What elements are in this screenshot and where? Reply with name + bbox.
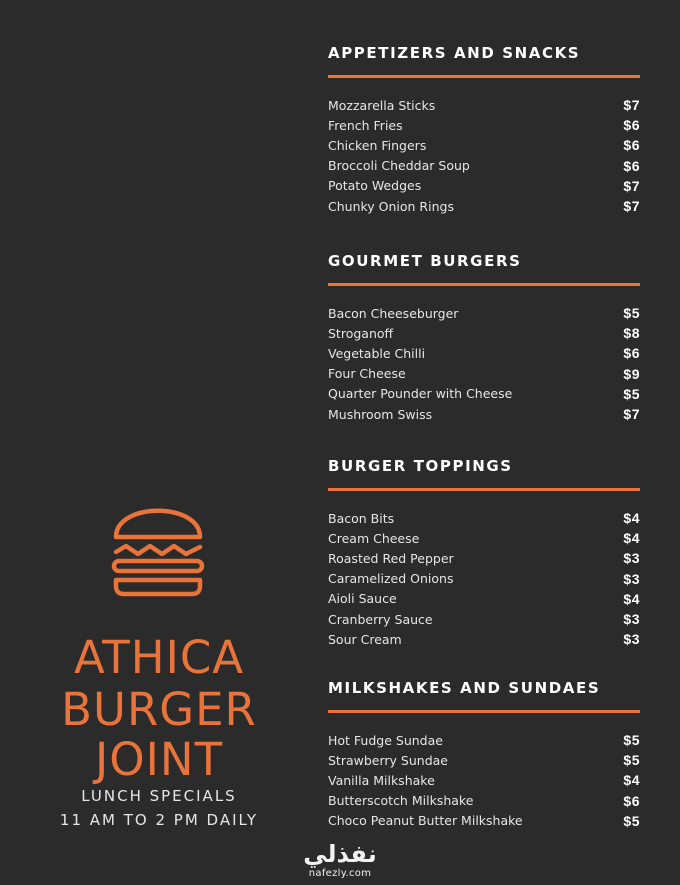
menu-item bbox=[328, 609, 640, 629]
menu-item-name: Butterscotch Milkshake bbox=[328, 793, 474, 809]
menu-item-list bbox=[328, 730, 640, 831]
menu-item-list bbox=[328, 303, 640, 424]
menu-item bbox=[328, 548, 640, 568]
menu-item-name: Potato Wedges bbox=[328, 178, 422, 194]
menu-item-name: Four Cheese bbox=[328, 366, 406, 382]
section-title: GOURMET BURGERS bbox=[328, 252, 522, 270]
menu-item bbox=[328, 303, 640, 323]
tagline-line-1: LUNCH SPECIALS bbox=[81, 787, 237, 805]
menu-item-name: Quarter Pounder with Cheese bbox=[328, 386, 513, 402]
menu-item-name: Bacon Bits bbox=[328, 510, 395, 526]
menu-section-burgers bbox=[328, 251, 640, 423]
menu-item bbox=[328, 528, 640, 548]
menu-item-price: $5 bbox=[623, 385, 640, 402]
menu-item bbox=[328, 196, 640, 216]
menu-item bbox=[328, 508, 640, 528]
watermark bbox=[290, 840, 390, 880]
menu-item-price: $5 bbox=[623, 812, 640, 829]
menu-item bbox=[328, 811, 640, 831]
section-divider bbox=[328, 75, 640, 78]
menu-item bbox=[328, 569, 640, 589]
brand-name-line-1: ATHICA bbox=[73, 631, 245, 684]
menu-item bbox=[328, 156, 640, 176]
menu-item-price: $7 bbox=[623, 198, 640, 215]
menu-item-name: Mushroom Swiss bbox=[328, 406, 433, 422]
menu-item-price: $9 bbox=[623, 365, 640, 382]
brand-name-line-3: JOINT bbox=[94, 733, 224, 786]
menu-item bbox=[328, 404, 640, 424]
menu-item-price: $5 bbox=[623, 752, 640, 769]
section-divider bbox=[328, 283, 640, 286]
menu-item bbox=[328, 589, 640, 609]
menu-item-price: $6 bbox=[623, 157, 640, 174]
brand-name-line-2: BURGER bbox=[61, 683, 257, 736]
menu-item-name: Broccoli Cheddar Soup bbox=[328, 158, 470, 174]
menu-item-price: $4 bbox=[623, 772, 640, 789]
menu-item-name: Hot Fudge Sundae bbox=[328, 732, 443, 748]
menu-item-price: $3 bbox=[623, 631, 640, 648]
menu-item-name: French Fries bbox=[328, 117, 403, 133]
menu-item-list bbox=[328, 508, 640, 649]
menu-item-name: Mozzarella Sticks bbox=[328, 97, 436, 113]
menu-section-toppings bbox=[328, 456, 640, 648]
menu-section-appetizers bbox=[328, 43, 640, 215]
menu-item-price: $8 bbox=[623, 325, 640, 342]
menu-item-price: $5 bbox=[623, 732, 640, 749]
menu-item-name: Choco Peanut Butter Milkshake bbox=[328, 813, 523, 829]
menu-item-price: $5 bbox=[623, 305, 640, 322]
watermark-url: nafezly.com bbox=[308, 868, 372, 879]
menu-item bbox=[328, 135, 640, 155]
menu-item bbox=[328, 115, 640, 135]
menu-item-name: Sour Cream bbox=[328, 631, 402, 647]
menu-item bbox=[328, 95, 640, 115]
watermark-logo-text: نفذلي bbox=[303, 840, 377, 868]
menu-item-name: Strawberry Sundae bbox=[328, 752, 448, 768]
menu-item-price: $4 bbox=[623, 530, 640, 547]
menu-item-price: $3 bbox=[623, 570, 640, 587]
menu-item-name: Stroganoff bbox=[328, 325, 394, 341]
menu-item-name: Cream Cheese bbox=[328, 530, 420, 546]
menu-item-price: $7 bbox=[623, 97, 640, 114]
burger-icon bbox=[108, 502, 208, 602]
menu-item-price: $6 bbox=[623, 792, 640, 809]
menu-item-price: $6 bbox=[623, 117, 640, 134]
menu-item bbox=[328, 770, 640, 790]
section-title: MILKSHAKES AND SUNDAES bbox=[328, 679, 601, 697]
menu-item bbox=[328, 384, 640, 404]
menu-item-name: Caramelized Onions bbox=[328, 571, 454, 587]
menu-item-price: $6 bbox=[623, 137, 640, 154]
section-title: BURGER TOPPINGS bbox=[328, 457, 513, 475]
menu-item-price: $4 bbox=[623, 510, 640, 527]
menu-section-milkshakes bbox=[328, 678, 640, 829]
menu-item-price: $4 bbox=[623, 590, 640, 607]
menu-item bbox=[328, 343, 640, 363]
menu-item bbox=[328, 730, 640, 750]
menu-item-name: Vanilla Milkshake bbox=[328, 772, 435, 788]
menu-item-name: Aioli Sauce bbox=[328, 591, 397, 607]
section-title: APPETIZERS AND SNACKS bbox=[328, 44, 581, 62]
menu-item-list bbox=[328, 95, 640, 216]
menu-item-price: $7 bbox=[623, 177, 640, 194]
menu-item-price: $7 bbox=[623, 406, 640, 423]
menu-item bbox=[328, 364, 640, 384]
menu-item-name: Vegetable Chilli bbox=[328, 345, 426, 361]
menu-item bbox=[328, 176, 640, 196]
menu-item bbox=[328, 629, 640, 649]
section-divider bbox=[328, 488, 640, 491]
menu-item bbox=[328, 323, 640, 343]
menu-item-name: Bacon Cheeseburger bbox=[328, 305, 459, 321]
menu-item-name: Roasted Red Pepper bbox=[328, 550, 454, 566]
tagline-line-2: 11 AM TO 2 PM DAILY bbox=[59, 811, 259, 829]
menu-item-price: $6 bbox=[623, 345, 640, 362]
menu-item-price: $3 bbox=[623, 611, 640, 628]
menu-item bbox=[328, 750, 640, 770]
menu-item-name: Chicken Fingers bbox=[328, 137, 427, 153]
menu-item bbox=[328, 791, 640, 811]
menu-item-name: Cranberry Sauce bbox=[328, 611, 433, 627]
menu-item-price: $3 bbox=[623, 550, 640, 567]
section-divider bbox=[328, 710, 640, 713]
menu-item-name: Chunky Onion Rings bbox=[328, 198, 454, 214]
